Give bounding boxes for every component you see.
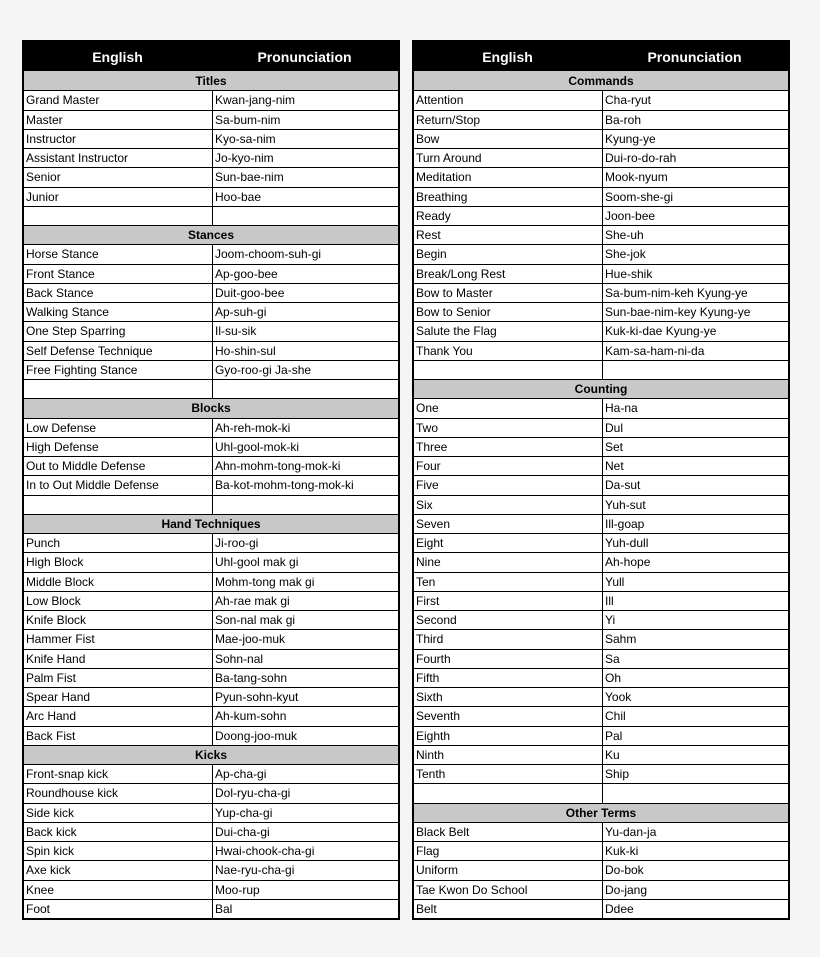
- english-term: First: [414, 592, 603, 610]
- english-term: Front-snap kick: [24, 765, 213, 783]
- section-block: [24, 71, 398, 225]
- table-row: [414, 206, 788, 225]
- english-term: Ready: [414, 207, 603, 225]
- table-row: [414, 860, 788, 879]
- english-term: Four: [414, 457, 603, 475]
- korean-pronunciation: [603, 361, 788, 379]
- english-term: Breathing: [414, 188, 603, 206]
- table-row: [414, 726, 788, 745]
- korean-pronunciation: Ku: [605, 747, 620, 762]
- table-row: [24, 283, 398, 302]
- korean-pronunciation: Soom-she-gi: [605, 189, 674, 204]
- table-row: [24, 572, 398, 591]
- table-row: [24, 264, 398, 283]
- english-term: Bow: [414, 130, 603, 148]
- english-term: Tae Kwon Do School: [414, 881, 603, 899]
- section-title: Blocks: [24, 398, 398, 417]
- table-header: [24, 42, 398, 71]
- english-term: Spin kick: [24, 842, 213, 860]
- korean-pronunciation: Ha-na: [605, 401, 638, 416]
- korean-pronunciation: Ahn-mohm-tong-mok-ki: [215, 459, 341, 473]
- section-block: [414, 803, 788, 919]
- table-row: [24, 206, 398, 225]
- english-term: [24, 207, 213, 225]
- header-english: English: [92, 48, 143, 65]
- table-row: [24, 418, 398, 437]
- english-term: Knee: [24, 881, 213, 899]
- english-term: Meditation: [414, 168, 603, 186]
- table-row: [24, 668, 398, 687]
- english-term: Roundhouse kick: [24, 784, 213, 802]
- korean-pronunciation: Do-bok: [605, 863, 644, 878]
- english-term: Spear Hand: [24, 688, 213, 706]
- korean-pronunciation: Ho-shin-sul: [215, 343, 276, 358]
- english-term: Uniform: [414, 861, 603, 879]
- table-row: [24, 880, 398, 899]
- table-row: [414, 398, 788, 417]
- table-row: [414, 572, 788, 591]
- english-term: [414, 361, 603, 379]
- english-term: Master: [24, 111, 213, 129]
- english-term: Ten: [414, 573, 603, 591]
- table-row: [414, 514, 788, 533]
- english-term: [414, 784, 603, 802]
- english-term: Assistant Instructor: [24, 149, 213, 167]
- table-row: [414, 745, 788, 764]
- korean-pronunciation: Oh: [605, 670, 622, 685]
- korean-pronunciation: Yull: [605, 574, 625, 589]
- english-term: In to Out Middle Defense: [24, 476, 213, 494]
- english-term: Palm Fist: [24, 669, 213, 687]
- english-term: Knife Block: [24, 611, 213, 629]
- english-term: Horse Stance: [24, 245, 213, 263]
- english-term: Black Belt: [414, 823, 603, 841]
- korean-pronunciation: Ji-roo-gi: [215, 536, 259, 550]
- table-row: [414, 552, 788, 571]
- table-row: [24, 148, 398, 167]
- table-row: [24, 899, 398, 918]
- english-term: Third: [414, 630, 603, 648]
- korean-pronunciation: Duit-goo-bee: [215, 285, 285, 300]
- korean-pronunciation: Doong-joo-muk: [215, 728, 298, 743]
- table-row: [414, 283, 788, 302]
- section-block: [24, 745, 398, 918]
- korean-pronunciation: Joon-bee: [605, 208, 656, 223]
- english-term: One Step Sparring: [24, 322, 213, 340]
- english-term: Tenth: [414, 765, 603, 783]
- english-term: Back kick: [24, 823, 213, 841]
- section-title: Hand Techniques: [24, 514, 398, 533]
- table-row: [414, 187, 788, 206]
- table-row: [24, 360, 398, 379]
- table-row: [24, 475, 398, 494]
- table-row: [414, 629, 788, 648]
- korean-pronunciation: [603, 784, 788, 802]
- korean-pronunciation: Uhl-gool-mok-ki: [215, 439, 300, 454]
- english-term: Low Defense: [24, 419, 213, 437]
- korean-pronunciation: Sahm: [605, 632, 637, 647]
- korean-pronunciation: Pyun-sohn-kyut: [215, 690, 299, 704]
- korean-pronunciation: Sohn-nal: [215, 651, 264, 666]
- english-term: Sixth: [414, 688, 603, 706]
- section-block: [24, 225, 398, 398]
- table-row: [414, 437, 788, 456]
- korean-pronunciation: Da-sut: [605, 478, 641, 493]
- korean-pronunciation: Mohm-tong mak gi: [215, 574, 315, 589]
- korean-pronunciation: Sun-bae-nim: [215, 170, 284, 185]
- header-pronunciation: Pronunciation: [647, 48, 742, 65]
- korean-pronunciation: Gyo-roo-gi Ja-she: [215, 362, 312, 377]
- table-header: [414, 42, 788, 71]
- table-row: [414, 90, 788, 109]
- korean-pronunciation: Yuh-dull: [605, 536, 649, 550]
- english-term: Seventh: [414, 707, 603, 725]
- english-term: Junior: [24, 188, 213, 206]
- table-row: [24, 187, 398, 206]
- korean-pronunciation: Ship: [605, 767, 630, 781]
- korean-pronunciation: Pal: [605, 728, 623, 743]
- korean-pronunciation: Hoo-bae: [215, 189, 262, 204]
- korean-pronunciation: Kwan-jang-nim: [215, 93, 296, 108]
- english-term: Middle Block: [24, 573, 213, 591]
- table-row: [24, 764, 398, 783]
- korean-pronunciation: Son-nal mak gi: [215, 613, 296, 627]
- english-term: Rest: [414, 226, 603, 244]
- english-term: [24, 380, 213, 398]
- table-row: [414, 764, 788, 783]
- english-term: Knife Hand: [24, 650, 213, 668]
- korean-pronunciation: She-jok: [605, 247, 646, 262]
- english-term: Ninth: [414, 746, 603, 764]
- english-term: Side kick: [24, 804, 213, 822]
- vocabulary-table-left: [22, 40, 400, 920]
- korean-pronunciation: Ah-kum-sohn: [215, 709, 287, 724]
- korean-pronunciation: Kuk-ki: [605, 844, 639, 858]
- table-row: [24, 302, 398, 321]
- table-row: [414, 360, 788, 379]
- korean-pronunciation: Net: [605, 459, 624, 473]
- english-term: [24, 496, 213, 514]
- english-term: Three: [414, 438, 603, 456]
- english-term: Hammer Fist: [24, 630, 213, 648]
- table-row: [24, 706, 398, 725]
- table-row: [414, 148, 788, 167]
- table-row: [414, 533, 788, 552]
- english-term: Axe kick: [24, 861, 213, 879]
- table-row: [24, 552, 398, 571]
- korean-pronunciation: Ap-cha-gi: [215, 767, 267, 781]
- english-term: Senior: [24, 168, 213, 186]
- english-term: Begin: [414, 245, 603, 263]
- english-term: Back Stance: [24, 284, 213, 302]
- korean-pronunciation: Ba-roh: [605, 112, 642, 127]
- english-term: Instructor: [24, 130, 213, 148]
- header-pronunciation: Pronunciation: [257, 48, 352, 65]
- english-term: Eighth: [414, 727, 603, 745]
- korean-pronunciation: Ill-goap: [605, 516, 645, 531]
- table-row: [414, 264, 788, 283]
- english-term: High Defense: [24, 438, 213, 456]
- section-title: Other Terms: [414, 803, 788, 822]
- table-row: [414, 225, 788, 244]
- english-term: Salute the Flag: [414, 322, 603, 340]
- table-row: [414, 591, 788, 610]
- korean-pronunciation: Hue-shik: [605, 266, 653, 281]
- table-row: [414, 822, 788, 841]
- korean-pronunciation: Dul: [605, 420, 624, 435]
- korean-pronunciation: Yi: [605, 613, 616, 627]
- english-term: Back Fist: [24, 727, 213, 745]
- section-title: Titles: [24, 71, 398, 90]
- table-row: [414, 244, 788, 263]
- table-row: [24, 860, 398, 879]
- table-row: [24, 687, 398, 706]
- korean-pronunciation: Jo-kyo-nim: [215, 151, 274, 165]
- korean-pronunciation: Mae-joo-muk: [215, 632, 286, 647]
- english-term: Foot: [24, 900, 213, 918]
- table-body: [414, 71, 788, 918]
- section-title: Stances: [24, 225, 398, 244]
- table-row: [24, 110, 398, 129]
- section-block: [24, 514, 398, 745]
- english-term: Punch: [24, 534, 213, 552]
- table-row: [414, 610, 788, 629]
- english-term: Grand Master: [24, 91, 213, 109]
- table-row: [414, 668, 788, 687]
- english-term: Return/Stop: [414, 111, 603, 129]
- table-row: [414, 110, 788, 129]
- korean-pronunciation: Ba-kot-mohm-tong-mok-ki: [215, 478, 354, 493]
- table-row: [24, 649, 398, 668]
- english-term: Self Defense Technique: [24, 342, 213, 360]
- table-row: [24, 591, 398, 610]
- korean-pronunciation: Nae-ryu-cha-gi: [215, 863, 295, 878]
- table-row: [414, 302, 788, 321]
- english-term: Fourth: [414, 650, 603, 668]
- table-row: [414, 129, 788, 148]
- korean-pronunciation: Yook: [605, 690, 632, 704]
- korean-pronunciation: Ah-reh-mok-ki: [215, 420, 291, 435]
- section-title: Commands: [414, 71, 788, 90]
- section-title: Kicks: [24, 745, 398, 764]
- korean-pronunciation: Sa-bum-nim: [215, 112, 281, 127]
- table-row: [414, 783, 788, 802]
- english-term: Five: [414, 476, 603, 494]
- korean-pronunciation: Moo-rup: [215, 882, 260, 897]
- english-term: Eight: [414, 534, 603, 552]
- korean-pronunciation: Ap-suh-gi: [215, 305, 267, 319]
- english-term: Nine: [414, 553, 603, 571]
- vocabulary-table-right: [412, 40, 790, 920]
- english-term: Arc Hand: [24, 707, 213, 725]
- korean-pronunciation: Yup-cha-gi: [215, 805, 273, 820]
- english-term: Out to Middle Defense: [24, 457, 213, 475]
- table-row: [24, 341, 398, 360]
- table-row: [414, 456, 788, 475]
- table-row: [414, 475, 788, 494]
- table-row: [414, 841, 788, 860]
- table-row: [24, 167, 398, 186]
- section-block: [414, 379, 788, 803]
- table-row: [24, 456, 398, 475]
- english-term: Attention: [414, 91, 603, 109]
- section-block: [414, 71, 788, 379]
- english-term: Six: [414, 496, 603, 514]
- english-term: Bow to Master: [414, 284, 603, 302]
- table-row: [24, 610, 398, 629]
- section-block: [24, 398, 398, 514]
- table-row: [414, 687, 788, 706]
- english-term: Bow to Senior: [414, 303, 603, 321]
- table-row: [24, 841, 398, 860]
- korean-pronunciation: Uhl-gool mak gi: [215, 555, 299, 570]
- korean-pronunciation: Bal: [215, 901, 233, 916]
- korean-pronunciation: Dui-cha-gi: [215, 824, 270, 839]
- korean-pronunciation: Kyung-ye: [605, 131, 656, 146]
- english-term: Thank You: [414, 342, 603, 360]
- korean-pronunciation: Cha-ryut: [605, 93, 652, 108]
- english-term: Second: [414, 611, 603, 629]
- korean-pronunciation: Dui-ro-do-rah: [605, 151, 677, 165]
- english-term: Turn Around: [414, 149, 603, 167]
- table-row: [24, 533, 398, 552]
- korean-pronunciation: Ah-rae mak gi: [215, 593, 290, 608]
- korean-pronunciation: Mook-nyum: [605, 170, 668, 185]
- table-row: [24, 321, 398, 340]
- table-row: [24, 803, 398, 822]
- english-term: Front Stance: [24, 265, 213, 283]
- korean-pronunciation: Ddee: [605, 901, 634, 916]
- korean-pronunciation: Yuh-sut: [605, 497, 646, 512]
- korean-pronunciation: Hwai-chook-cha-gi: [215, 844, 315, 858]
- table-row: [414, 495, 788, 514]
- korean-pronunciation: Il-su-sik: [215, 324, 257, 339]
- table-row: [414, 321, 788, 340]
- table-body: [24, 71, 398, 918]
- english-term: Low Block: [24, 592, 213, 610]
- table-row: [414, 649, 788, 668]
- korean-pronunciation: She-uh: [605, 228, 644, 242]
- english-term: Break/Long Rest: [414, 265, 603, 283]
- english-term: Flag: [414, 842, 603, 860]
- korean-pronunciation: Sa-bum-nim-keh Kyung-ye: [605, 285, 748, 300]
- english-term: Fifth: [414, 669, 603, 687]
- korean-pronunciation: Ah-hope: [605, 555, 651, 570]
- table-row: [414, 167, 788, 186]
- korean-pronunciation: Set: [605, 439, 624, 454]
- table-row: [24, 244, 398, 263]
- header-english: English: [482, 48, 533, 65]
- table-row: [414, 880, 788, 899]
- table-row: [24, 629, 398, 648]
- section-title: Counting: [414, 379, 788, 398]
- table-row: [414, 899, 788, 918]
- english-term: Seven: [414, 515, 603, 533]
- english-term: One: [414, 399, 603, 417]
- korean-pronunciation: Sun-bae-nim-key Kyung-ye: [605, 305, 751, 319]
- korean-pronunciation: Dol-ryu-cha-gi: [215, 786, 291, 801]
- korean-pronunciation: [213, 207, 398, 225]
- table-row: [24, 822, 398, 841]
- table-row: [414, 418, 788, 437]
- table-row: [24, 379, 398, 398]
- table-row: [24, 90, 398, 109]
- korean-pronunciation: Yu-dan-ja: [605, 824, 657, 839]
- korean-pronunciation: Do-jang: [605, 882, 648, 897]
- korean-pronunciation: [213, 496, 398, 514]
- table-row: [24, 129, 398, 148]
- english-term: Free Fighting Stance: [24, 361, 213, 379]
- english-term: Belt: [414, 900, 603, 918]
- table-row: [24, 437, 398, 456]
- korean-pronunciation: Kuk-ki-dae Kyung-ye: [605, 324, 717, 339]
- table-row: [414, 341, 788, 360]
- table-row: [24, 726, 398, 745]
- korean-pronunciation: [213, 380, 398, 398]
- english-term: Two: [414, 419, 603, 437]
- korean-pronunciation: Joom-choom-suh-gi: [215, 247, 322, 262]
- korean-pronunciation: Ap-goo-bee: [215, 266, 278, 281]
- korean-pronunciation: Ill: [605, 593, 614, 608]
- korean-pronunciation: Kyo-sa-nim: [215, 131, 276, 146]
- table-row: [414, 706, 788, 725]
- korean-pronunciation: Sa: [605, 651, 620, 666]
- english-term: High Block: [24, 553, 213, 571]
- korean-pronunciation: Kam-sa-ham-ni-da: [605, 343, 705, 358]
- korean-pronunciation: Ba-tang-sohn: [215, 670, 288, 685]
- korean-pronunciation: Chil: [605, 709, 626, 724]
- english-term: Walking Stance: [24, 303, 213, 321]
- table-row: [24, 783, 398, 802]
- table-row: [24, 495, 398, 514]
